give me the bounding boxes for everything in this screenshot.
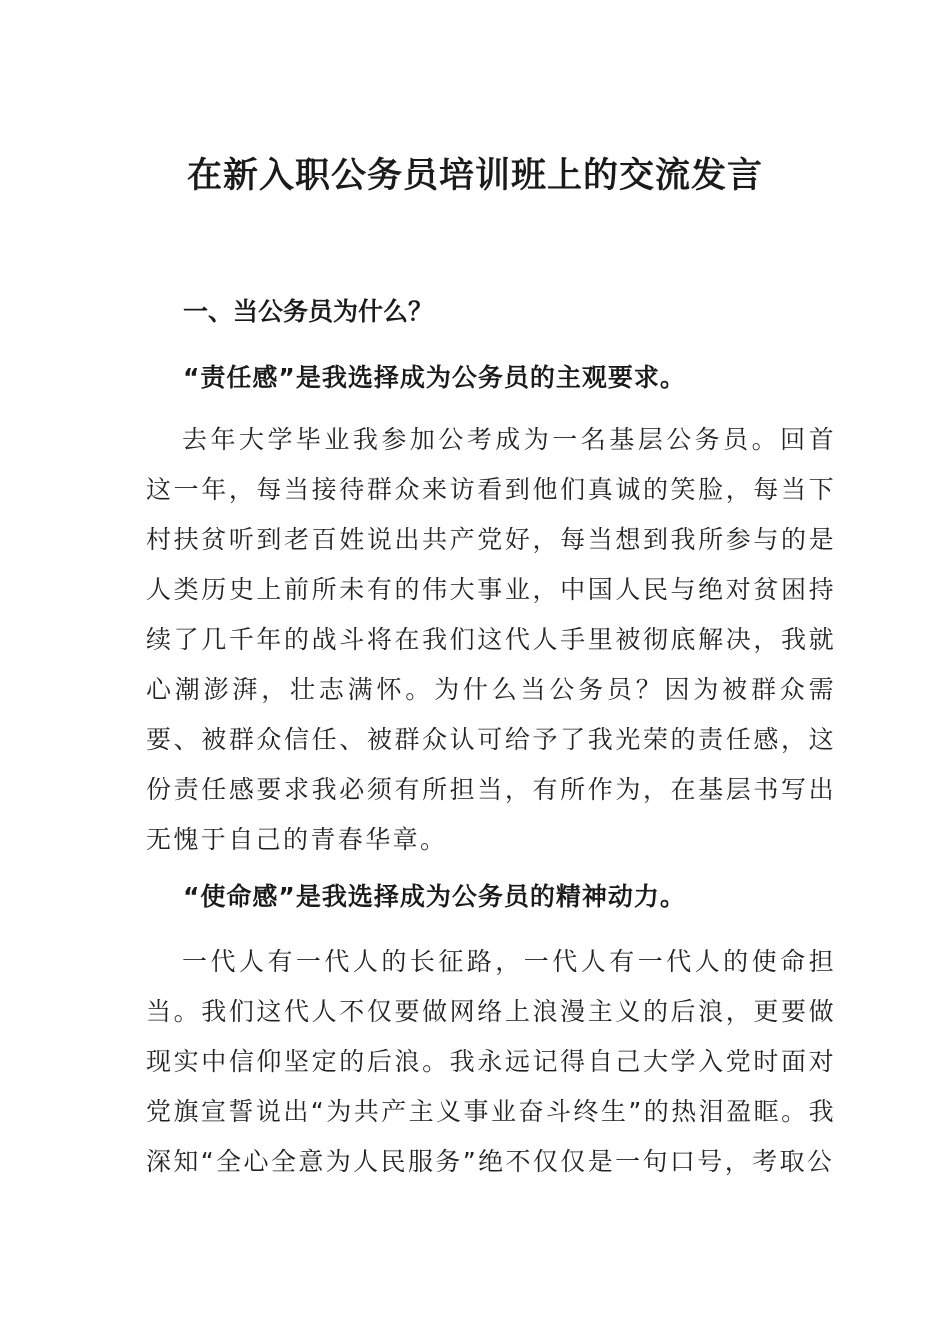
document-title: 在新入职公务员培训班上的交流发言: [186, 155, 763, 196]
section-heading: 一、当公务员为什么？: [183, 297, 434, 326]
paragraph-responsibility: 去年大学毕业我参加公考成为一名基层公务员。回首这一年，每当接待群众来访看到他们真诚的笑脸，每当下村扶贫听到老百姓说出共产党好，每当想到我所参与的是人类历史上前所未有的伟大事业，中国人民与绝对贫困持续了几千年的战斗将在我们这代人手里被彻底解决，我就心潮澎湃，壮志满怀。为什么当公务员？因为被群众需要、被群众信任、被群众认可给予了我光荣的责任感，这份责任感要求我必须有所担当，有所作为，在基层书写出无愧于自己的青春华章。: [146, 425, 836, 854]
subheading-mission: “使命感”是我选择成为公务员的精神动力。: [183, 882, 686, 911]
subheading-responsibility: “责任感”是我选择成为公务员的主观要求。: [183, 363, 686, 392]
paragraph-mission: 一代人有一代人的长征路，一代人有一代人的使命担当。我们这代人不仅要做网络上浪漫主义的后浪，更要做现实中信仰坚定的后浪。我永远记得自己大学入党时面对党旗宣誓说出“为共产主义事业奋斗终生”的热泪盈眶。我深知“全心全意为人民服务”绝不仅仅是一句口号，考取公: [146, 947, 836, 1176]
